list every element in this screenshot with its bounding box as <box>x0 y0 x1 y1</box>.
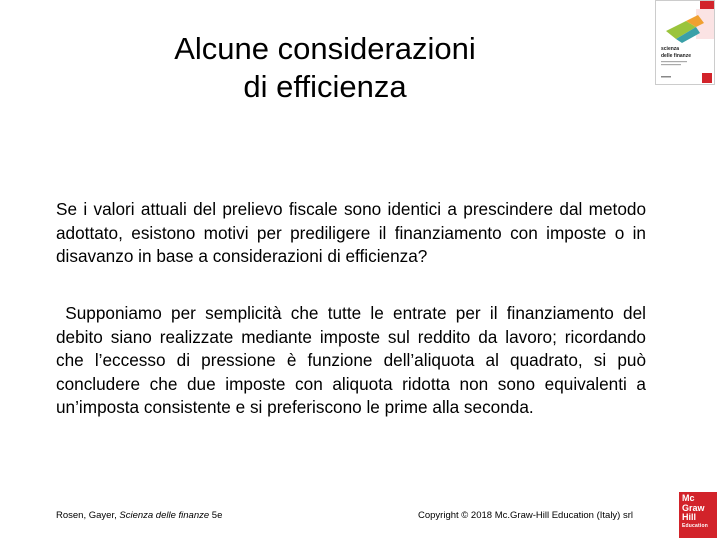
logo-line-3: Hill <box>682 512 697 522</box>
logo-line-2: Graw <box>682 502 705 513</box>
publisher-logo <box>679 492 717 538</box>
logo-line-1: Mc <box>682 493 695 503</box>
slide-title <box>60 30 590 106</box>
cover-title-line-2: delle finanze <box>661 53 692 59</box>
footer-edition: 5e <box>209 510 223 521</box>
footer-book-title: Scienza delle finanze <box>119 510 210 521</box>
cover-title-line-1: scienza <box>661 46 680 52</box>
paragraph-1: Se i valori attuali del prelievo fiscale sono identici a prescindere dal metodo adottato, esistono motivi per prediligere il finanziamento con imposte o in disavanzo in base a considerazioni di efficienza? <box>56 199 646 266</box>
book-cover-image <box>655 0 715 85</box>
footer-authors: Rosen, Gayer, <box>56 510 120 521</box>
logo-line-4: Education <box>682 522 708 529</box>
paragraph-2-text: Supponiamo per semplicità che tutte le entrate per il finanziamento del debito siano realizzate mediante imposte sul reddito da lavoro; ricordando che l’eccesso di pressione è funzione dell’aliquota al quadrato, si può concludere che due imposte con aliquota ridotta non sono equivalenti a un’imposta consistente e si preferiscono le prime alla seconda. <box>56 303 646 417</box>
footer-citation <box>56 510 222 521</box>
slide-title-line-2: di efficienza <box>243 69 407 104</box>
footer-copyright: Copyright © 2018 Mc.Graw-Hill Education (Italy) srl <box>418 510 634 521</box>
cover-top-accent <box>700 1 714 9</box>
cover-publisher-mark <box>702 73 712 83</box>
paragraph-2 <box>56 302 646 420</box>
slide-title-line-1: Alcune considerazioni <box>174 31 476 66</box>
book-cover-graphic <box>656 1 714 84</box>
